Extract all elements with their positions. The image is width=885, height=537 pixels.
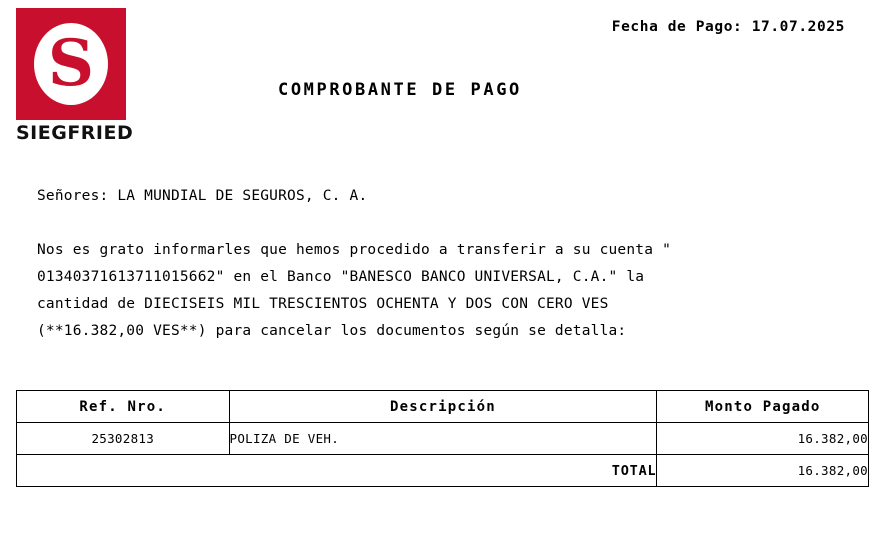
body-line-1: Nos es grato informarles que hemos procedido a transferir a su cuenta "	[37, 242, 672, 258]
logo-mark	[16, 8, 126, 120]
body-line-2: 01340371613711015662" en el Banco "BANESCO BANCO UNIVERSAL, C.A." la	[37, 269, 645, 285]
payment-detail-table-wrapper	[16, 390, 869, 487]
company-logo	[16, 8, 134, 148]
body-line-4: (**16.382,00 VES**) para cancelar los documentos según se detalla:	[37, 323, 627, 339]
cell-ref: 25302813	[17, 423, 230, 455]
total-amount: 16.382,00	[657, 455, 869, 487]
logo-letter: S	[47, 26, 95, 101]
payment-date: Fecha de Pago: 17.07.2025	[611, 19, 845, 35]
total-label: TOTAL	[17, 455, 657, 487]
body-line-3: cantidad de DIECISEIS MIL TRESCIENTOS OCHENTA Y DOS CON CERO VES	[37, 296, 609, 312]
table-row	[17, 423, 869, 455]
page-title: COMPROBANTE DE PAGO	[278, 80, 522, 100]
cell-amount: 16.382,00	[657, 423, 869, 455]
column-header-amount: Monto Pagado	[657, 391, 869, 423]
logo-bottom-bar	[16, 110, 126, 120]
logo-wordmark: SIEGFRIED	[16, 122, 134, 144]
table-header-row	[17, 391, 869, 423]
column-header-ref: Ref. Nro.	[17, 391, 230, 423]
body-spacer	[37, 210, 847, 237]
payment-detail-table	[16, 390, 869, 487]
table-total-row	[17, 455, 869, 487]
logo-circle-shape	[34, 23, 108, 105]
letter-body	[37, 183, 847, 345]
table-header	[17, 391, 869, 423]
column-header-description: Descripción	[229, 391, 657, 423]
table-body	[17, 423, 869, 487]
recipient-line: Señores: LA MUNDIAL DE SEGUROS, C. A.	[37, 188, 368, 204]
cell-description: POLIZA DE VEH.	[229, 423, 657, 455]
